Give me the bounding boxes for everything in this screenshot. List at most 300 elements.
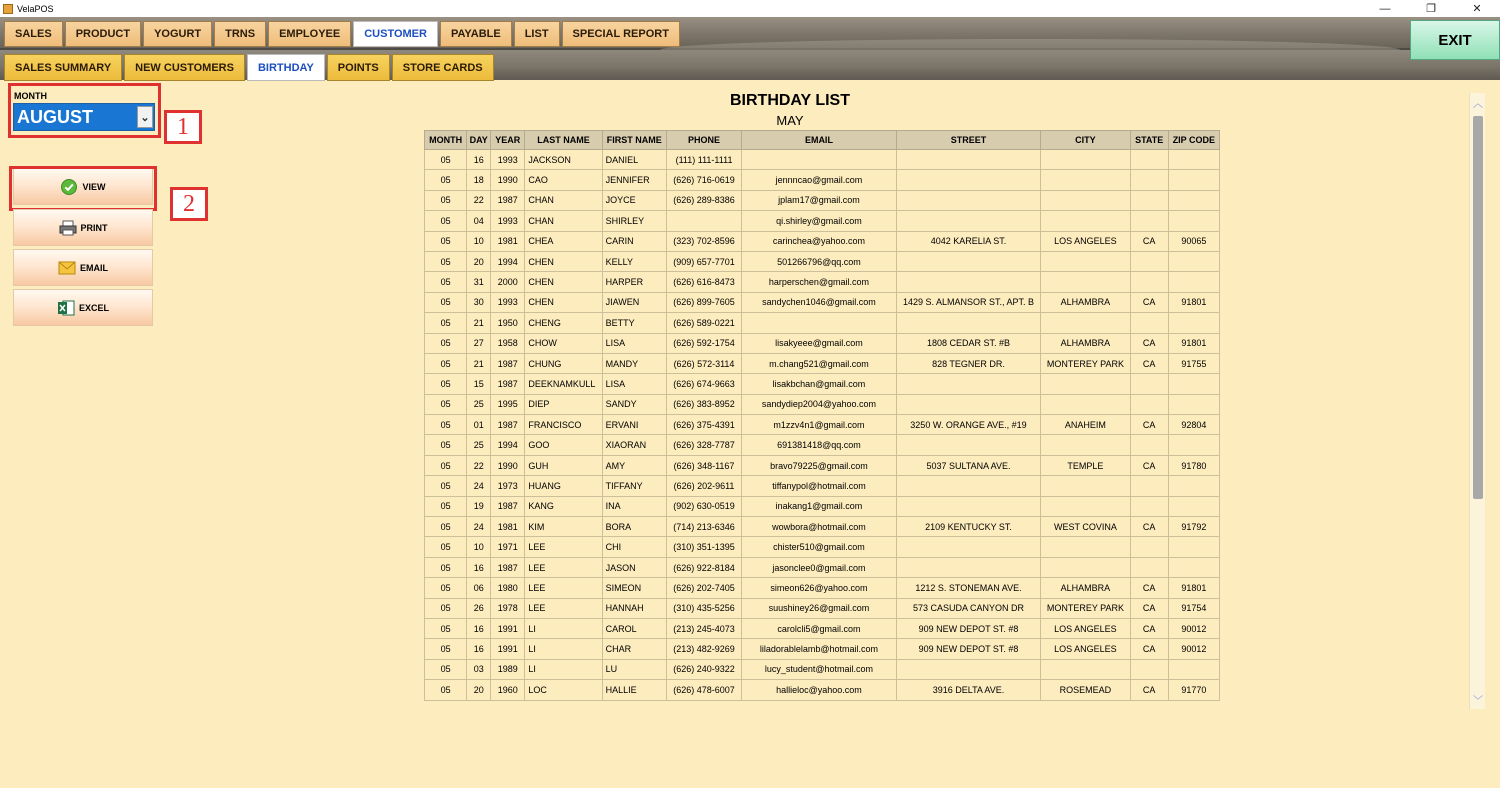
table-cell: 05 <box>425 476 467 496</box>
table-cell: 16 <box>467 557 491 577</box>
table-cell: 10 <box>467 231 491 251</box>
close-button[interactable]: ✕ <box>1472 3 1482 15</box>
table-cell: 1960 <box>491 680 525 700</box>
table-cell: 909 NEW DEPOT ST. #8 <box>896 639 1041 659</box>
column-header[interactable]: STATE <box>1130 131 1168 150</box>
table-cell: LOC <box>525 680 602 700</box>
table-cell: CHEN <box>525 251 602 271</box>
table-cell: HUANG <box>525 476 602 496</box>
table-cell: 1994 <box>491 251 525 271</box>
table-cell: 1987 <box>491 496 525 516</box>
table-row[interactable] <box>425 313 1220 333</box>
table-cell: LOS ANGELES <box>1041 618 1130 638</box>
table-cell: ERVANI <box>602 415 666 435</box>
table-cell: sandychen1046@gmail.com <box>742 292 897 312</box>
table-cell: WEST COVINA <box>1041 517 1130 537</box>
table-cell: 1987 <box>491 353 525 373</box>
table-cell: 10 <box>467 537 491 557</box>
tab-sales[interactable]: SALES <box>4 21 63 47</box>
table-cell <box>896 435 1041 455</box>
table-cell: 1991 <box>491 618 525 638</box>
table-cell <box>1168 394 1219 414</box>
table-row[interactable] <box>425 394 1220 414</box>
scroll-thumb[interactable] <box>1473 116 1483 499</box>
table-cell: (626) 383-8952 <box>666 394 741 414</box>
table-cell: CA <box>1130 578 1168 598</box>
table-cell: JASON <box>602 557 666 577</box>
table-cell: LEE <box>525 578 602 598</box>
table-cell <box>1130 496 1168 516</box>
table-row[interactable] <box>425 680 1220 700</box>
table-row[interactable] <box>425 537 1220 557</box>
table-cell: (310) 351-1395 <box>666 537 741 557</box>
table-cell: (626) 592-1754 <box>666 333 741 353</box>
tab-employee[interactable]: EMPLOYEE <box>268 21 351 47</box>
table-cell: TEMPLE <box>1041 455 1130 475</box>
table-cell <box>896 313 1041 333</box>
table-cell: 1950 <box>491 313 525 333</box>
table-cell: CAO <box>525 170 602 190</box>
table-cell <box>1041 557 1130 577</box>
table-header-row <box>425 131 1220 150</box>
table-cell: 91754 <box>1168 598 1219 618</box>
table-cell <box>896 496 1041 516</box>
table-cell <box>1041 313 1130 333</box>
table-cell <box>1041 251 1130 271</box>
table-row[interactable] <box>425 496 1220 516</box>
table-cell: (626) 616-8473 <box>666 272 741 292</box>
table-cell: 21 <box>467 313 491 333</box>
table-cell: LEE <box>525 557 602 577</box>
chevron-down-icon[interactable]: ⌄ <box>137 106 153 128</box>
table-cell: (626) 289-8386 <box>666 190 741 210</box>
table-cell: lisakbchan@gmail.com <box>742 374 897 394</box>
table-row[interactable] <box>425 455 1220 475</box>
tab-trns[interactable]: TRNS <box>214 21 266 47</box>
column-header[interactable]: YEAR <box>491 131 525 150</box>
table-cell: ALHAMBRA <box>1041 578 1130 598</box>
table-cell: 1987 <box>491 415 525 435</box>
table-cell: 1995 <box>491 394 525 414</box>
table-cell: 1981 <box>491 517 525 537</box>
table-row[interactable] <box>425 517 1220 537</box>
table-cell: carinchea@yahoo.com <box>742 231 897 251</box>
table-cell: 05 <box>425 415 467 435</box>
view-label: VIEW <box>82 181 106 192</box>
table-cell: wowbora@hotmail.com <box>742 517 897 537</box>
table-cell: (714) 213-6346 <box>666 517 741 537</box>
table-cell: 16 <box>467 618 491 638</box>
subtab-birthday[interactable]: BIRTHDAY <box>247 54 325 81</box>
table-row[interactable] <box>425 659 1220 679</box>
table-cell: LISA <box>602 374 666 394</box>
table-cell: 05 <box>425 537 467 557</box>
table-cell: 90065 <box>1168 231 1219 251</box>
table-cell: 501266796@qq.com <box>742 251 897 271</box>
table-cell: JENNIFER <box>602 170 666 190</box>
table-cell: 828 TEGNER DR. <box>896 353 1041 373</box>
table-cell: 05 <box>425 313 467 333</box>
table-row[interactable] <box>425 618 1220 638</box>
table-cell: inakang1@gmail.com <box>742 496 897 516</box>
table-cell: hallieloc@yahoo.com <box>742 680 897 700</box>
table-cell: JOYCE <box>602 190 666 210</box>
table-row[interactable] <box>425 292 1220 312</box>
table-cell: AMY <box>602 455 666 475</box>
table-cell: (213) 482-9269 <box>666 639 741 659</box>
table-cell: jplam17@gmail.com <box>742 190 897 210</box>
table-cell: CHEA <box>525 231 602 251</box>
table-cell: 16 <box>467 150 491 170</box>
subtab-sales-summary[interactable]: SALES SUMMARY <box>4 54 122 81</box>
window-title: VelaPOS <box>17 3 54 14</box>
column-header[interactable]: ZIP CODE <box>1168 131 1219 150</box>
table-cell <box>1168 476 1219 496</box>
table-row[interactable] <box>425 578 1220 598</box>
table-cell: 18 <box>467 170 491 190</box>
scroll-up-icon[interactable]: ︿ <box>1473 99 1483 110</box>
table-cell <box>1041 435 1130 455</box>
table-cell <box>1130 150 1168 170</box>
column-header[interactable]: EMAIL <box>742 131 897 150</box>
table-row[interactable] <box>425 211 1220 231</box>
app-icon <box>3 4 13 14</box>
table-cell <box>1130 374 1168 394</box>
table-cell <box>896 170 1041 190</box>
table-cell: GUH <box>525 455 602 475</box>
table-cell: 1990 <box>491 455 525 475</box>
table-cell <box>1041 150 1130 170</box>
table-row[interactable] <box>425 639 1220 659</box>
table-cell: 05 <box>425 353 467 373</box>
table-cell: 21 <box>467 353 491 373</box>
table-cell: CA <box>1130 415 1168 435</box>
table-cell: (626) 328-7787 <box>666 435 741 455</box>
table-cell: 06 <box>467 578 491 598</box>
table-cell <box>1130 190 1168 210</box>
excel-icon <box>57 300 75 316</box>
table-cell <box>1041 394 1130 414</box>
table-cell: LEE <box>525 598 602 618</box>
table-cell: MONTEREY PARK <box>1041 598 1130 618</box>
table-cell: CA <box>1130 231 1168 251</box>
table-cell <box>1130 394 1168 414</box>
table-cell: 1808 CEDAR ST. #B <box>896 333 1041 353</box>
table-cell: CHOW <box>525 333 602 353</box>
envelope-icon <box>58 260 76 276</box>
table-cell: (626) 572-3114 <box>666 353 741 373</box>
table-cell: JACKSON <box>525 150 602 170</box>
table-cell: 3916 DELTA AVE. <box>896 680 1041 700</box>
table-cell: 92804 <box>1168 415 1219 435</box>
table-cell: DIEP <box>525 394 602 414</box>
table-cell: (626) 899-7605 <box>666 292 741 312</box>
table-cell <box>1041 211 1130 231</box>
table-cell <box>1168 537 1219 557</box>
table-cell <box>1168 659 1219 679</box>
table-cell: SIMEON <box>602 578 666 598</box>
table-cell: 24 <box>467 476 491 496</box>
month-value: AUGUST <box>17 106 93 127</box>
table-cell: 1990 <box>491 170 525 190</box>
table-cell: 05 <box>425 659 467 679</box>
subtab-store-cards[interactable]: STORE CARDS <box>392 54 494 81</box>
table-cell: (310) 435-5256 <box>666 598 741 618</box>
table-cell: 05 <box>425 639 467 659</box>
table-cell: 05 <box>425 435 467 455</box>
column-header[interactable]: PHONE <box>666 131 741 150</box>
table-cell: 30 <box>467 292 491 312</box>
subtab-new-customers[interactable]: NEW CUSTOMERS <box>124 54 245 81</box>
table-cell: 05 <box>425 394 467 414</box>
column-header[interactable]: DAY <box>467 131 491 150</box>
table-cell <box>1041 537 1130 557</box>
tab-customer[interactable]: CUSTOMER <box>353 21 438 47</box>
table-row[interactable] <box>425 251 1220 271</box>
table-row[interactable] <box>425 557 1220 577</box>
table-cell: 91801 <box>1168 333 1219 353</box>
table-cell: ANAHEIM <box>1041 415 1130 435</box>
table-cell: 573 CASUDA CANYON DR <box>896 598 1041 618</box>
column-header[interactable]: FIRST NAME <box>602 131 666 150</box>
table-cell: (213) 245-4073 <box>666 618 741 638</box>
table-cell <box>1168 190 1219 210</box>
table-cell: 91780 <box>1168 455 1219 475</box>
table-row[interactable] <box>425 598 1220 618</box>
table-cell <box>896 251 1041 271</box>
table-cell: 1987 <box>491 557 525 577</box>
tab-product[interactable]: PRODUCT <box>65 21 141 47</box>
table-cell <box>1041 190 1130 210</box>
main-tabs <box>4 21 682 47</box>
table-cell: CA <box>1130 333 1168 353</box>
table-cell: 05 <box>425 578 467 598</box>
table-row[interactable] <box>425 190 1220 210</box>
table-cell: 15 <box>467 374 491 394</box>
table-cell <box>1130 557 1168 577</box>
birthday-table <box>424 130 1220 701</box>
table-cell <box>1168 211 1219 231</box>
table-cell: jasonclee0@gmail.com <box>742 557 897 577</box>
email-button[interactable] <box>13 249 153 286</box>
table-cell: HANNAH <box>602 598 666 618</box>
table-cell <box>1041 272 1130 292</box>
table-cell: INA <box>602 496 666 516</box>
table-cell: 3250 W. ORANGE AVE., #19 <box>896 415 1041 435</box>
table-cell: m1zzv4n1@gmail.com <box>742 415 897 435</box>
table-cell: 05 <box>425 150 467 170</box>
table-cell: 1994 <box>491 435 525 455</box>
table-cell: CA <box>1130 639 1168 659</box>
tab-list[interactable]: LIST <box>514 21 560 47</box>
table-cell: BORA <box>602 517 666 537</box>
table-cell <box>1168 374 1219 394</box>
table-cell <box>896 150 1041 170</box>
table-cell: 05 <box>425 251 467 271</box>
table-cell: ALHAMBRA <box>1041 333 1130 353</box>
table-cell: 05 <box>425 455 467 475</box>
table-cell: 05 <box>425 374 467 394</box>
highlight-box-view <box>9 166 157 211</box>
table-cell: 5037 SULTANA AVE. <box>896 455 1041 475</box>
table-cell: 05 <box>425 598 467 618</box>
table-cell <box>896 272 1041 292</box>
table-cell: 1989 <box>491 659 525 679</box>
table-cell <box>896 211 1041 231</box>
table-cell: 05 <box>425 496 467 516</box>
table-cell: chister510@gmail.com <box>742 537 897 557</box>
table-cell: CAROL <box>602 618 666 638</box>
table-cell: 20 <box>467 680 491 700</box>
column-header[interactable]: CITY <box>1041 131 1130 150</box>
table-cell: (111) 111-1111 <box>666 150 741 170</box>
table-cell: (626) 674-9663 <box>666 374 741 394</box>
restore-button[interactable]: ❐ <box>1426 3 1436 15</box>
table-cell: ALHAMBRA <box>1041 292 1130 312</box>
tab-special-report[interactable]: SPECIAL REPORT <box>562 21 680 47</box>
report-title: BIRTHDAY LIST <box>729 92 850 109</box>
table-cell: 1991 <box>491 639 525 659</box>
vertical-scrollbar[interactable] <box>1469 93 1485 709</box>
table-cell: m.chang521@gmail.com <box>742 353 897 373</box>
table-cell: LEE <box>525 537 602 557</box>
table-row[interactable] <box>425 170 1220 190</box>
table-cell: CHAN <box>525 190 602 210</box>
table-cell: CHEN <box>525 272 602 292</box>
table-cell: SHIRLEY <box>602 211 666 231</box>
table-row[interactable] <box>425 231 1220 251</box>
table-cell <box>896 374 1041 394</box>
column-header[interactable]: MONTH <box>425 131 467 150</box>
table-cell: 26 <box>467 598 491 618</box>
table-cell <box>1130 272 1168 292</box>
column-header[interactable]: LAST NAME <box>525 131 602 150</box>
table-cell <box>1041 374 1130 394</box>
table-cell: CHI <box>602 537 666 557</box>
table-cell: harperschen@gmail.com <box>742 272 897 292</box>
table-cell: 05 <box>425 680 467 700</box>
table-cell: lucy_student@hotmail.com <box>742 659 897 679</box>
table-cell <box>1130 170 1168 190</box>
table-cell: (626) 202-9611 <box>666 476 741 496</box>
table-cell: LISA <box>602 333 666 353</box>
table-cell: CA <box>1130 517 1168 537</box>
table-cell: CA <box>1130 292 1168 312</box>
table-row[interactable] <box>425 150 1220 170</box>
table-row[interactable] <box>425 374 1220 394</box>
table-cell: 31 <box>467 272 491 292</box>
table-cell: liladorablelamb@hotmail.com <box>742 639 897 659</box>
table-cell: 03 <box>467 659 491 679</box>
table-cell: lisakyeee@gmail.com <box>742 333 897 353</box>
table-cell: KELLY <box>602 251 666 271</box>
table-cell: CA <box>1130 598 1168 618</box>
table-cell: CHEN <box>525 292 602 312</box>
table-cell: (626) 348-1167 <box>666 455 741 475</box>
table-cell <box>1168 557 1219 577</box>
table-cell: LU <box>602 659 666 679</box>
table-cell: 05 <box>425 211 467 231</box>
title-bar <box>0 0 1500 17</box>
sub-tabs <box>4 54 496 81</box>
subtab-points[interactable]: POINTS <box>327 54 390 81</box>
table-cell: 2000 <box>491 272 525 292</box>
table-cell: 25 <box>467 435 491 455</box>
table-cell: 22 <box>467 455 491 475</box>
table-cell: sandydiep2004@yahoo.com <box>742 394 897 414</box>
table-cell: LOS ANGELES <box>1041 231 1130 251</box>
table-cell <box>1130 313 1168 333</box>
table-cell: HARPER <box>602 272 666 292</box>
table-cell: 05 <box>425 618 467 638</box>
tab-yogurt[interactable]: YOGURT <box>143 21 212 47</box>
table-cell: 1973 <box>491 476 525 496</box>
table-cell: (909) 657-7701 <box>666 251 741 271</box>
table-row[interactable] <box>425 353 1220 373</box>
table-cell: (626) 716-0619 <box>666 170 741 190</box>
tab-payable[interactable]: PAYABLE <box>440 21 512 47</box>
table-cell: (626) 240-9322 <box>666 659 741 679</box>
table-row[interactable] <box>425 415 1220 435</box>
table-cell: 05 <box>425 517 467 537</box>
table-cell <box>1168 251 1219 271</box>
table-cell: CARIN <box>602 231 666 251</box>
table-cell: 25 <box>467 394 491 414</box>
table-row[interactable] <box>425 435 1220 455</box>
table-cell: 05 <box>425 190 467 210</box>
table-cell: GOO <box>525 435 602 455</box>
table-cell: (626) 478-6007 <box>666 680 741 700</box>
table-cell: 04 <box>467 211 491 231</box>
table-cell: CHAR <box>602 639 666 659</box>
table-cell: 05 <box>425 333 467 353</box>
table-cell: (626) 375-4391 <box>666 415 741 435</box>
column-header[interactable]: STREET <box>896 131 1041 150</box>
table-cell: 1981 <box>491 231 525 251</box>
excel-button[interactable] <box>13 289 153 326</box>
table-cell: TIFFANY <box>602 476 666 496</box>
month-label: MONTH <box>14 91 47 101</box>
table-cell: tiffanypol@hotmail.com <box>742 476 897 496</box>
print-button[interactable] <box>13 209 153 246</box>
table-cell: HALLIE <box>602 680 666 700</box>
table-cell: (626) 202-7405 <box>666 578 741 598</box>
table-row[interactable] <box>425 272 1220 292</box>
callout-2: 2 <box>170 187 208 221</box>
window-controls <box>1362 0 1500 17</box>
table-cell <box>896 537 1041 557</box>
table-cell <box>1168 170 1219 190</box>
table-cell: 24 <box>467 517 491 537</box>
exit-button[interactable]: EXIT <box>1410 20 1500 60</box>
excel-label: EXCEL <box>78 302 109 313</box>
table-cell <box>1168 435 1219 455</box>
table-cell: 1980 <box>491 578 525 598</box>
table-cell <box>1168 272 1219 292</box>
table-cell: CHAN <box>525 211 602 231</box>
table-cell: 22 <box>467 190 491 210</box>
table-cell <box>1168 496 1219 516</box>
table-row[interactable] <box>425 333 1220 353</box>
table-cell: CHUNG <box>525 353 602 373</box>
table-cell: 691381418@qq.com <box>742 435 897 455</box>
scroll-down-icon[interactable]: ﹀ <box>1473 696 1483 707</box>
table-cell <box>1130 251 1168 271</box>
table-cell: (902) 630-0519 <box>666 496 741 516</box>
table-cell <box>742 313 897 333</box>
table-row[interactable] <box>425 476 1220 496</box>
minimize-button[interactable]: — <box>1379 2 1391 15</box>
